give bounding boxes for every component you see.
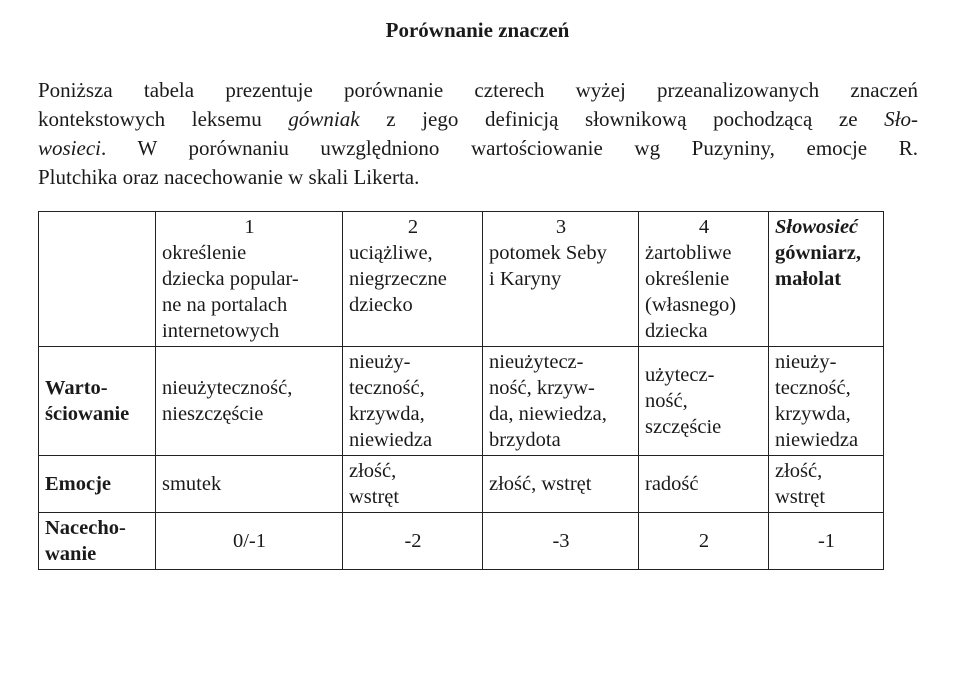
table-row-emocje bbox=[39, 456, 884, 513]
table-cell bbox=[483, 456, 639, 513]
table-cell bbox=[343, 456, 483, 513]
table-cell bbox=[156, 456, 343, 513]
cell-line: nieużytecz- bbox=[489, 351, 584, 373]
cell-line: złość, bbox=[349, 460, 397, 482]
cell-line: krzywda, bbox=[775, 403, 851, 425]
cell-line: dziecko bbox=[349, 294, 413, 316]
cell-line: Warto- bbox=[45, 377, 108, 399]
intro-emphasis: wosieci bbox=[38, 136, 101, 160]
cell-line: da, niewiedza, bbox=[489, 403, 607, 425]
section-title: Porównanie znaczeń bbox=[385, 18, 570, 42]
table-row-nacechowanie bbox=[39, 513, 884, 570]
cell-line: potomek Seby bbox=[489, 242, 607, 264]
cell-line: złość, wstręt bbox=[489, 473, 592, 495]
header-cell-2 bbox=[343, 212, 483, 347]
table-cell: 0/-1 bbox=[156, 513, 343, 570]
table-cell bbox=[639, 347, 769, 456]
cell-line: Nacecho- bbox=[45, 517, 126, 539]
cell-line: dziecka bbox=[645, 320, 708, 342]
intro-paragraph bbox=[38, 76, 918, 192]
table-cell bbox=[769, 347, 884, 456]
header-number: 4 bbox=[698, 216, 710, 238]
intro-emphasis: Sło- bbox=[884, 107, 918, 131]
cell-line: nieużyteczność, bbox=[162, 377, 293, 399]
row-header bbox=[39, 456, 156, 513]
intro-line-3 bbox=[38, 134, 918, 163]
cell-line: Emocje bbox=[45, 473, 112, 495]
cell-line: ność, bbox=[645, 390, 688, 412]
intro-line-4: Plutchika oraz nacechowanie w skali Likerta. bbox=[38, 165, 420, 189]
table-cell bbox=[343, 347, 483, 456]
cell-line: nieuży- bbox=[349, 351, 411, 373]
intro-line-1: Poniższa tabela prezentuje porównanie czterech wyżej przeanalizowanych znaczeń bbox=[38, 78, 918, 102]
table-cell: -1 bbox=[769, 513, 884, 570]
table-cell: 2 bbox=[639, 513, 769, 570]
cell-line: wstręt bbox=[349, 486, 400, 508]
cell-line: niewiedza bbox=[349, 429, 433, 451]
header-cell-4 bbox=[639, 212, 769, 347]
table-cell: -2 bbox=[343, 513, 483, 570]
cell-line: i Karyny bbox=[489, 268, 562, 290]
cell-line: dziecka popular- bbox=[162, 268, 299, 290]
cell-line: uciążliwe, bbox=[349, 242, 433, 264]
cell-line: szczęście bbox=[645, 416, 722, 438]
cell-line: teczność, bbox=[775, 377, 851, 399]
cell-line: radość bbox=[645, 473, 699, 495]
cell-line: niewiedza bbox=[775, 429, 859, 451]
header-cell-3 bbox=[483, 212, 639, 347]
cell-line: małolat bbox=[775, 268, 842, 290]
cell-line: brzydota bbox=[489, 429, 561, 451]
cell-line: ność, krzyw- bbox=[489, 377, 595, 399]
cell-line: teczność, bbox=[349, 377, 425, 399]
cell-line: gówniarz, bbox=[775, 242, 861, 264]
intro-text: kontekstowych leksemu bbox=[38, 107, 289, 131]
intro-text: . W porównaniu uwzględniono wartościowanie wg Puzyniny, emocje R. bbox=[101, 136, 918, 160]
cell-line: określenie bbox=[162, 242, 247, 264]
intro-text: z jego definicją słownikową pochodzącą ze bbox=[359, 107, 885, 131]
table-cell bbox=[156, 347, 343, 456]
cell-line: wanie bbox=[45, 543, 97, 565]
cell-line: krzywda, bbox=[349, 403, 425, 425]
cell-line: niegrzeczne bbox=[349, 268, 447, 290]
cell-line: nieuży- bbox=[775, 351, 837, 373]
header-number: 3 bbox=[555, 216, 567, 238]
cell-line: żartobliwe bbox=[645, 242, 732, 264]
cell-line: ściowanie bbox=[45, 403, 130, 425]
cell-line: nieszczęście bbox=[162, 403, 264, 425]
comparison-table bbox=[38, 211, 884, 570]
intro-line-2 bbox=[38, 105, 918, 134]
row-header bbox=[39, 513, 156, 570]
header-cell-slowosiec bbox=[769, 212, 884, 347]
table-row-wartosciowanie bbox=[39, 347, 884, 456]
table-cell: -3 bbox=[483, 513, 639, 570]
header-number: 1 bbox=[244, 216, 255, 238]
cell-line: ne na portalach bbox=[162, 294, 288, 316]
table-cell bbox=[769, 456, 884, 513]
cell-line: (własnego) bbox=[645, 294, 737, 316]
cell-line: złość, bbox=[775, 460, 823, 482]
header-title: Słowosieć bbox=[775, 216, 859, 238]
empty-corner-cell bbox=[39, 212, 156, 347]
table-cell bbox=[483, 347, 639, 456]
cell-line: internetowych bbox=[162, 320, 280, 342]
header-cell-1 bbox=[156, 212, 343, 347]
cell-line: użytecz- bbox=[645, 364, 715, 386]
cell-line: określenie bbox=[645, 268, 730, 290]
table-header-row bbox=[39, 212, 884, 347]
intro-emphasis: gówniak bbox=[288, 107, 360, 131]
cell-line: smutek bbox=[162, 473, 222, 495]
table-cell bbox=[639, 456, 769, 513]
row-header bbox=[39, 347, 156, 456]
header-number: 2 bbox=[407, 216, 419, 238]
cell-line: wstręt bbox=[775, 486, 826, 508]
